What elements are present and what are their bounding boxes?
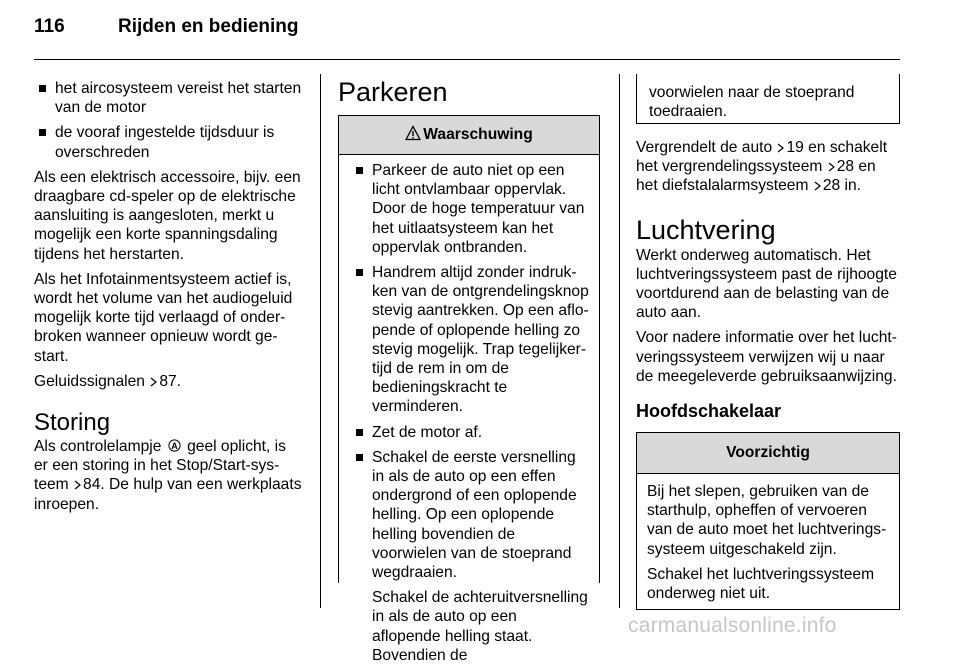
warning-box [338, 115, 600, 664]
paragraph-storing [34, 437, 304, 514]
paragraph-reference [34, 372, 304, 391]
list-item: Zet de motor af. [351, 423, 589, 442]
reference-arrow-icon [814, 181, 821, 191]
list-item: het aircosysteem vereist het starten van de motor [34, 79, 304, 117]
right-column [636, 74, 900, 610]
reference-page: 84. [83, 476, 105, 494]
lock-text: 28 en het diefstalalarmsysteem [636, 158, 876, 195]
list-item: Parkeer de auto niet op een licht ontvlambaar oppervlak. Door de hoge temperatuur van het uitlaatsysteem kan het oppervlak ontbranden. [351, 161, 589, 257]
paragraph: Werkt onderweg automatisch. Het luchtveringssysteem past de rijhoogte voortdurend aan de belasting van de auto aan. [636, 246, 897, 322]
warning-header [339, 116, 599, 155]
storing-text: geel oplicht, is er een storing in het Stop/Start-systeem [34, 438, 286, 494]
header-rule [34, 59, 900, 60]
column-divider-right [619, 74, 620, 608]
paragraph: Als het Infotainmentsysteem actief is, wordt het volume van het audiogeluid mogelijk korte tijd verlaagd of onderbroken wanneer opnieuw wordt gestart. [34, 270, 293, 365]
reference-arrow-icon [150, 377, 157, 387]
list-item: de vooraf ingestelde tijdsduur is overschreden [34, 123, 304, 161]
paragraph: Als een elektrisch accessoire, bijv. een draagbare cd-speler op de elektrische aansluiting is aangesloten, merkt u mogelijk een korte spanningsdaling tijdens het herstarten. [34, 168, 301, 263]
left-column [34, 79, 304, 520]
warning-body [339, 155, 599, 665]
storing-text: Als controlelampje [34, 438, 162, 456]
lock-text: 28 in. [822, 177, 861, 195]
column-divider-left [320, 74, 321, 608]
list-item: Handrem altijd zonder indrukken van de ontgrendelingsknop stevig aantrekken. Op een aflopende of oplopende helling zo stevig mogelijk. Trap tegelijkertijd de rem in om de bedieningskracht te verminderen. [351, 263, 589, 417]
paragraph: Voor nadere informatie over het luchtveringssysteem verwijzen wij u naar de meegeleverde gebruiksaanwijzing. [636, 329, 897, 385]
reference-page: 87. [159, 372, 181, 390]
section-title-parkeren: Parkeren [338, 77, 448, 107]
lock-text: Vergrendelt de auto [636, 139, 773, 156]
paragraph-lock [636, 138, 900, 196]
reference-arrow-icon [828, 162, 835, 172]
svg-text:A: A [171, 441, 178, 452]
warning-label: Waarschuwing [423, 126, 533, 143]
lock-text: 19 en schakelt het vergrendelingssysteem [636, 139, 888, 176]
section-title-storing: Storing [34, 409, 111, 437]
watermark: carmanualsonline.info [628, 614, 837, 637]
paragraph: Schakel de achteruitversnelling in als de auto op een aflopende helling staat. Bovendien de [372, 589, 588, 664]
caution-header: Voorzichtig [637, 433, 899, 474]
warning-triangle-icon [405, 125, 421, 141]
reference-arrow-icon [777, 143, 784, 153]
box-continuation-text: voorwielen naar de stoeprand toedraaien. [649, 84, 855, 121]
caution-body [637, 474, 899, 609]
section-title-hoofdschakelaar: Hoofdschakelaar [636, 401, 782, 422]
storing-text: De hulp van een werkplaats inroepen. [34, 476, 302, 513]
page-number: 116 [34, 16, 65, 37]
middle-column [338, 76, 600, 664]
paragraph: Schakel het luchtveringssysteem onderweg niet uit. [647, 565, 875, 603]
autostop-lamp-icon [168, 439, 181, 452]
chapter-title: Rijden en bediening [118, 16, 299, 37]
warning-box-continuation [636, 74, 900, 124]
list-item: Schakel de eerste versnelling in als de auto op een effen ondergrond of een oplopende helling. Op een oplopende helling bovendien de voorwielen van de stoeprand wegdraaien. [351, 448, 589, 582]
reference-arrow-icon [74, 480, 81, 490]
paragraph: Bij het slepen, gebruiken van de starthulp, opheffen of vervoeren van de auto moet het luchtveringssysteem uitgeschakeld zijn. [647, 483, 887, 558]
caution-box [636, 432, 900, 610]
section-title-luchtvering: Luchtvering [636, 214, 776, 245]
reference-text: Geluidssignalen [34, 372, 145, 390]
